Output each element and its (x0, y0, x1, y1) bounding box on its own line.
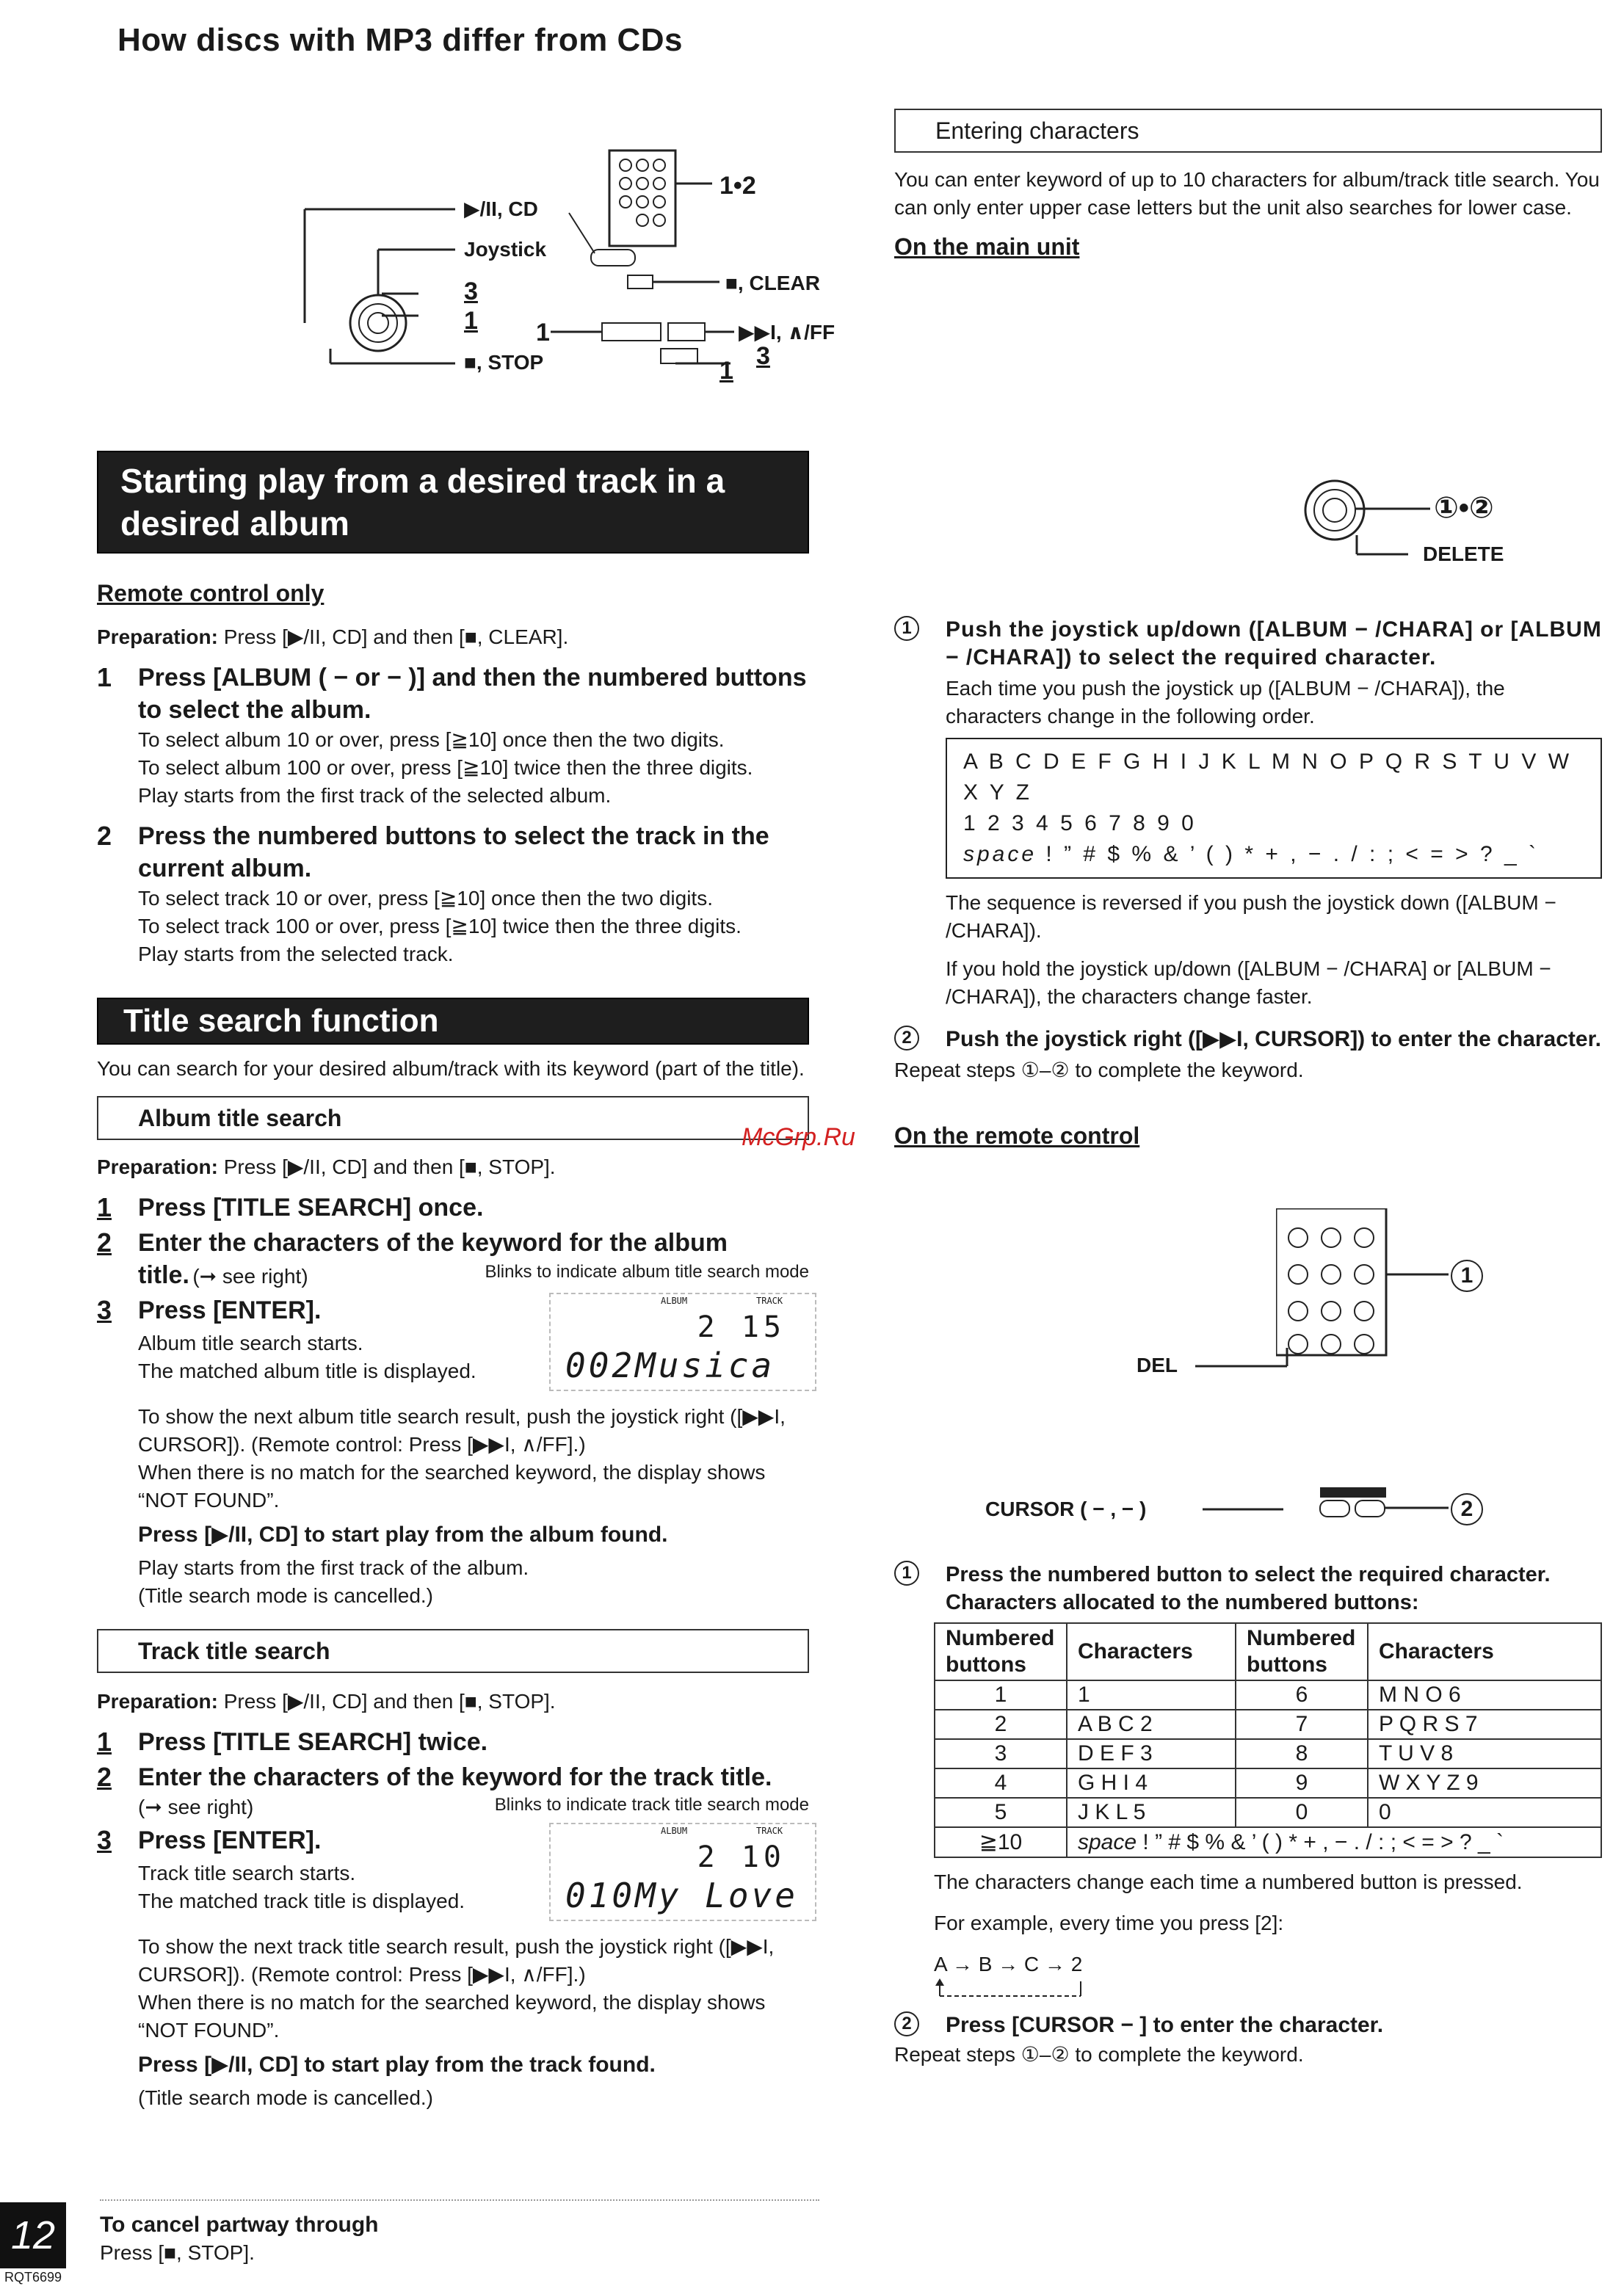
table-cell: A B C 2 (1067, 1710, 1236, 1739)
blink-note-track: Blinks to indicate track title search mode (494, 1795, 809, 1815)
step-body-line: Album title search starts. (138, 1332, 363, 1354)
step-heading: Press the numbered button to select the required character. (946, 1563, 1551, 1586)
table-cell: 7 (1236, 1710, 1368, 1739)
step-body-line: Play starts from the selected track. (138, 943, 454, 965)
table-header: Numbered buttons (1236, 1623, 1368, 1680)
track-step-1: 1 Press [TITLE SEARCH] twice. (97, 1726, 809, 1758)
table-cell: 3 (935, 1739, 1067, 1768)
label-joystick: Joystick (464, 238, 547, 261)
joystick-figure (894, 261, 1602, 613)
table-header: Characters (1067, 1623, 1236, 1680)
section-banner-desired-track (97, 451, 809, 554)
step-body-line: To select track 10 or over, press [≧10] once then the two digits. (138, 887, 713, 910)
cancel-heading: To cancel partway through (100, 2213, 379, 2237)
step-circle-1: 1 (894, 616, 919, 641)
lcd-album-label: ALBUM (661, 1826, 688, 1836)
table-cell: G H I 4 (1067, 1768, 1236, 1798)
preparation-album (97, 1153, 809, 1181)
table-cell: 5 (935, 1798, 1067, 1827)
album-no-match: When there is no match for the searched keyword, the display shows “NOT FOUND”. (138, 1461, 766, 1512)
table-cell: 9 (1236, 1768, 1368, 1798)
album-step-3: 3 Press [ENTER]. Album title search starts. The matched album title is displayed. ALBUM TRACK 2 15 002Musica (97, 1294, 809, 1397)
step-circle-2: 2 (894, 1026, 919, 1051)
step-heading: Enter the characters of the keyword for the track title. (138, 1763, 772, 1791)
table-row (935, 1768, 1601, 1798)
album-display (549, 1293, 816, 1391)
track-play-line-2: (Title search mode is cancelled.) (138, 2086, 434, 2109)
sequence-reversed-note: The sequence is reversed if you push the joystick down ([ALBUM − /CHARA]). (946, 891, 1556, 942)
step-heading: Enter the characters of the keyword for the album (138, 1229, 728, 1257)
title-search-intro: You can search for your desired album/track with its keyword (part of the title). (97, 1057, 805, 1080)
table-cell: 4 (935, 1768, 1067, 1798)
title-search-banner: Title search function (97, 998, 809, 1045)
main-unit-heading: On the main unit (894, 233, 1080, 260)
preparation-track (97, 1688, 809, 1716)
step-body-line: The matched album title is displayed. (138, 1360, 476, 1382)
table-space: space (1078, 1829, 1137, 1854)
table-header: Numbered buttons (935, 1623, 1067, 1680)
table-cell (1067, 1827, 1601, 1857)
label-3: 3 (464, 277, 478, 305)
joystick-step-1 (894, 616, 1602, 1011)
label-1-left: 1 (536, 319, 550, 346)
table-row (935, 1827, 1601, 1857)
track-next-result: To show the next track title search result, push the joystick right ([▶▶I, CURSOR]). (Remote control: Press [▶▶I, ∧/FF].) (138, 1935, 775, 1986)
table-row (935, 1739, 1601, 1768)
lcd-album-label: ALBUM (661, 1296, 688, 1306)
see-right-ref: (➞ see right) (138, 1796, 254, 1818)
step-number: 2 (97, 821, 112, 851)
step-heading: Press [ENTER]. (138, 1826, 322, 1854)
lcd-title-text: 010My Love (565, 1876, 798, 1915)
step-circle-1: 1 (894, 1561, 919, 1586)
table-cell: ≧10 (935, 1827, 1067, 1857)
step-body-line: To select album 100 or over, press [≧10] twice then the three digits. (138, 756, 753, 779)
track-title-search-heading: Track title search (97, 1629, 809, 1673)
album-play-line-1: Play starts from the first track of the album. (138, 1556, 529, 1579)
remote-control-only-heading: Remote control only (97, 580, 325, 606)
lcd-numbers: 2 10 (697, 1840, 786, 1874)
remote-figure (894, 1150, 1602, 1561)
step-body-line: To select track 100 or over, press [≧10] twice then the three digits. (138, 915, 742, 937)
lcd-title-text: 002Musica (565, 1346, 775, 1385)
del-label: DEL (1137, 1354, 1178, 1376)
album-step-2: 2 Enter the characters of the keyword for the album title. (➞ see right) Blinks to indicate album title search mode (97, 1227, 809, 1289)
blink-note-album: Blinks to indicate album title search mode (485, 1262, 809, 1282)
cursor-label: CURSOR ( − , − ) (985, 1498, 1147, 1520)
table-header: Characters (1368, 1623, 1601, 1680)
table-header-row (935, 1623, 1601, 1680)
chars-letters: A B C D E F G H I J K L M N O P Q R S T U V W X Y Z (963, 750, 1573, 805)
table-cell: 2 (935, 1710, 1067, 1739)
track-play-heading: Press [▶/II, CD] to start play from the track found. (138, 2053, 656, 2077)
chars-digits: 1 2 3 4 5 6 7 8 9 0 (963, 811, 1197, 835)
lcd-numbers: 2 15 (697, 1310, 786, 1344)
prep-label: Preparation: (97, 625, 218, 648)
remote-step-1 (894, 1561, 1602, 1616)
step-body-line: Play starts from the first track of the selected album. (138, 784, 612, 807)
label-1-bottom: 1 (719, 357, 733, 385)
lcd-track-label: TRACK (756, 1826, 783, 1836)
prep-label: Preparation: (97, 1155, 218, 1178)
banner-line-2: desired album (120, 504, 349, 543)
prep-label: Preparation: (97, 1690, 218, 1713)
prep-text: Press [▶/II, CD] and then [■, STOP]. (217, 1690, 556, 1713)
chars-space: space (963, 842, 1037, 866)
figure-callout-1-2: ①•② (1434, 492, 1494, 524)
table-symbols: ! ” # $ % & ’ ( ) * + , − . / : ; < = > ? _ ` (1137, 1829, 1504, 1854)
label-3-right: 3 (756, 342, 770, 370)
label-1: 1 (464, 307, 478, 335)
step-subheading: Characters allocated to the numbered buttons: (946, 1591, 1419, 1614)
prep-text: Press [▶/II, CD] and then [■, CLEAR]. (217, 625, 569, 648)
cancel-text: Press [■, STOP]. (100, 2241, 255, 2264)
page-number: 12 (0, 2202, 66, 2268)
callout-circle-2: 2 (1451, 1493, 1483, 1525)
step-number: 1 (97, 662, 112, 692)
page-title: How discs with MP3 differ from CDs (117, 22, 683, 58)
album-title-search-heading: Album title search (97, 1096, 809, 1140)
track-step-3: 3 Press [ENTER]. Track title search starts. The matched track title is displayed. ALBUM TRACK 2 10 010My Love (97, 1824, 809, 1927)
table-cell: D E F 3 (1067, 1739, 1236, 1768)
step-body: Each time you push the joystick up ([ALBUM − /CHARA]), the characters change in the following order. (946, 677, 1505, 727)
album-next-result: To show the next album title search result, push the joystick right ([▶▶I, CURSOR]). (Remote control: Press [▶▶I, ∧/FF].) (138, 1405, 786, 1456)
hold-joystick-note: If you hold the joystick up/down ([ALBUM − /CHARA] or [ALBUM − /CHARA]), the characters change faster. (946, 957, 1551, 1008)
entering-heading-text: Entering characters (935, 117, 1139, 144)
repeat-steps-remote: Repeat steps ①–② to complete the keyword. (894, 2043, 1304, 2066)
table-cell: 8 (1236, 1739, 1368, 1768)
step-circle-2: 2 (894, 2011, 919, 2036)
label-ff: ▶▶I, ∧/FF (739, 321, 835, 344)
cancel-section (100, 2211, 379, 2267)
delete-label: DELETE (1423, 543, 1504, 565)
doc-code: RQT6699 (4, 2270, 62, 2285)
table-cell: T U V 8 (1368, 1739, 1601, 1768)
example-note: For example, every time you press [2]: (934, 1912, 1284, 1934)
table-cell: P Q R S 7 (1368, 1710, 1601, 1739)
table-cell: W X Y Z 9 (1368, 1768, 1601, 1798)
step-heading: Press the numbered buttons to select the track in the current album. (138, 822, 769, 882)
numbered-buttons-table (934, 1622, 1602, 1858)
album-play-heading: Press [▶/II, CD] to start play from the album found. (138, 1523, 668, 1547)
label-1-2: 1•2 (719, 172, 756, 200)
character-sequence-box (946, 738, 1602, 879)
album-play-line-2: (Title search mode is cancelled.) (138, 1584, 434, 1607)
example-sequence: A → B → C → 2 (934, 1953, 1083, 1975)
banner-line-1: Starting play from a desired track in a (120, 462, 725, 500)
step-body-line: To select album 10 or over, press [≧10] once then the two digits. (138, 728, 725, 751)
table-cell: 0 (1236, 1798, 1368, 1827)
step-1-album (97, 661, 809, 810)
remote-step-2 (894, 2011, 1602, 2039)
table-row (935, 1680, 1601, 1710)
entering-intro: You can enter keyword of up to 10 characters for album/track title search. You can only enter upper case letters but the unit also searches for lower case. (894, 168, 1600, 219)
step-body-line: The matched track title is displayed. (138, 1890, 465, 1912)
table-cell: 0 (1368, 1798, 1601, 1827)
step-heading: Press [ENTER]. (138, 1296, 322, 1324)
label-clear: ■, CLEAR (725, 272, 820, 294)
step-heading: Press [ALBUM ( − or − )] and then the numbered buttons to select the album. (138, 664, 807, 724)
sequence-loop-arrow (934, 1978, 1095, 2000)
joystick-step-2 (894, 1026, 1602, 1053)
remote-callout-2 (1451, 1493, 1490, 1525)
see-right-ref: (➞ see right) (192, 1265, 308, 1288)
preparation-1 (97, 623, 809, 651)
step-heading: Press [TITLE SEARCH] twice. (138, 1728, 488, 1756)
step-heading: Push the joystick up/down ([ALBUM − /CHARA] or [ALBUM − /CHARA]) to select the required character. (946, 617, 1602, 670)
step-2-track (97, 820, 809, 968)
table-cell: 1 (935, 1680, 1067, 1710)
lcd-track-label: TRACK (756, 1296, 783, 1306)
table-cell: M N O 6 (1368, 1680, 1601, 1710)
track-step-2: 2 Enter the characters of the keyword for the track title. (➞ see right) Blinks to indicate track title search mode (97, 1761, 809, 1821)
track-display (549, 1823, 816, 1921)
step-heading: Push the joystick right ([▶▶I, CURSOR]) to enter the character. (946, 1027, 1601, 1051)
table-row (935, 1710, 1601, 1739)
step-heading: Press [CURSOR − ] to enter the character. (946, 2013, 1384, 2037)
table-cell: J K L 5 (1067, 1798, 1236, 1827)
album-step-1: 1 Press [TITLE SEARCH] once. (97, 1191, 809, 1224)
watermark: McGrp.Ru (742, 1123, 855, 1151)
entering-characters-heading (894, 109, 1602, 153)
label-play-cd: ▶/II, CD (464, 197, 538, 220)
prep-text: Press [▶/II, CD] and then [■, STOP]. (217, 1155, 556, 1178)
remote-callout-1 (1451, 1260, 1490, 1292)
step-heading-cont: title. (138, 1261, 189, 1289)
step-heading: Press [TITLE SEARCH] once. (138, 1194, 484, 1222)
change-note: The characters change each time a numbered button is pressed. (934, 1870, 1523, 1893)
step-body-line: Track title search starts. (138, 1862, 356, 1884)
label-stop: ■, STOP (464, 351, 544, 374)
left-column (97, 451, 809, 2112)
right-column (894, 109, 1602, 2069)
repeat-steps-main: Repeat steps ①–② to complete the keyword. (894, 1059, 1304, 1081)
table-row (935, 1798, 1601, 1827)
remote-control-heading: On the remote control (894, 1122, 1140, 1149)
track-no-match: When there is no match for the searched keyword, the display shows “NOT FOUND”. (138, 1991, 766, 2042)
callout-circle-1: 1 (1451, 1260, 1483, 1292)
chars-symbols: ! ” # $ % & ’ ( ) * + , − . / : ; < = > ? _ ` (1037, 842, 1539, 866)
table-cell: 6 (1236, 1680, 1368, 1710)
table-cell: 1 (1067, 1680, 1236, 1710)
